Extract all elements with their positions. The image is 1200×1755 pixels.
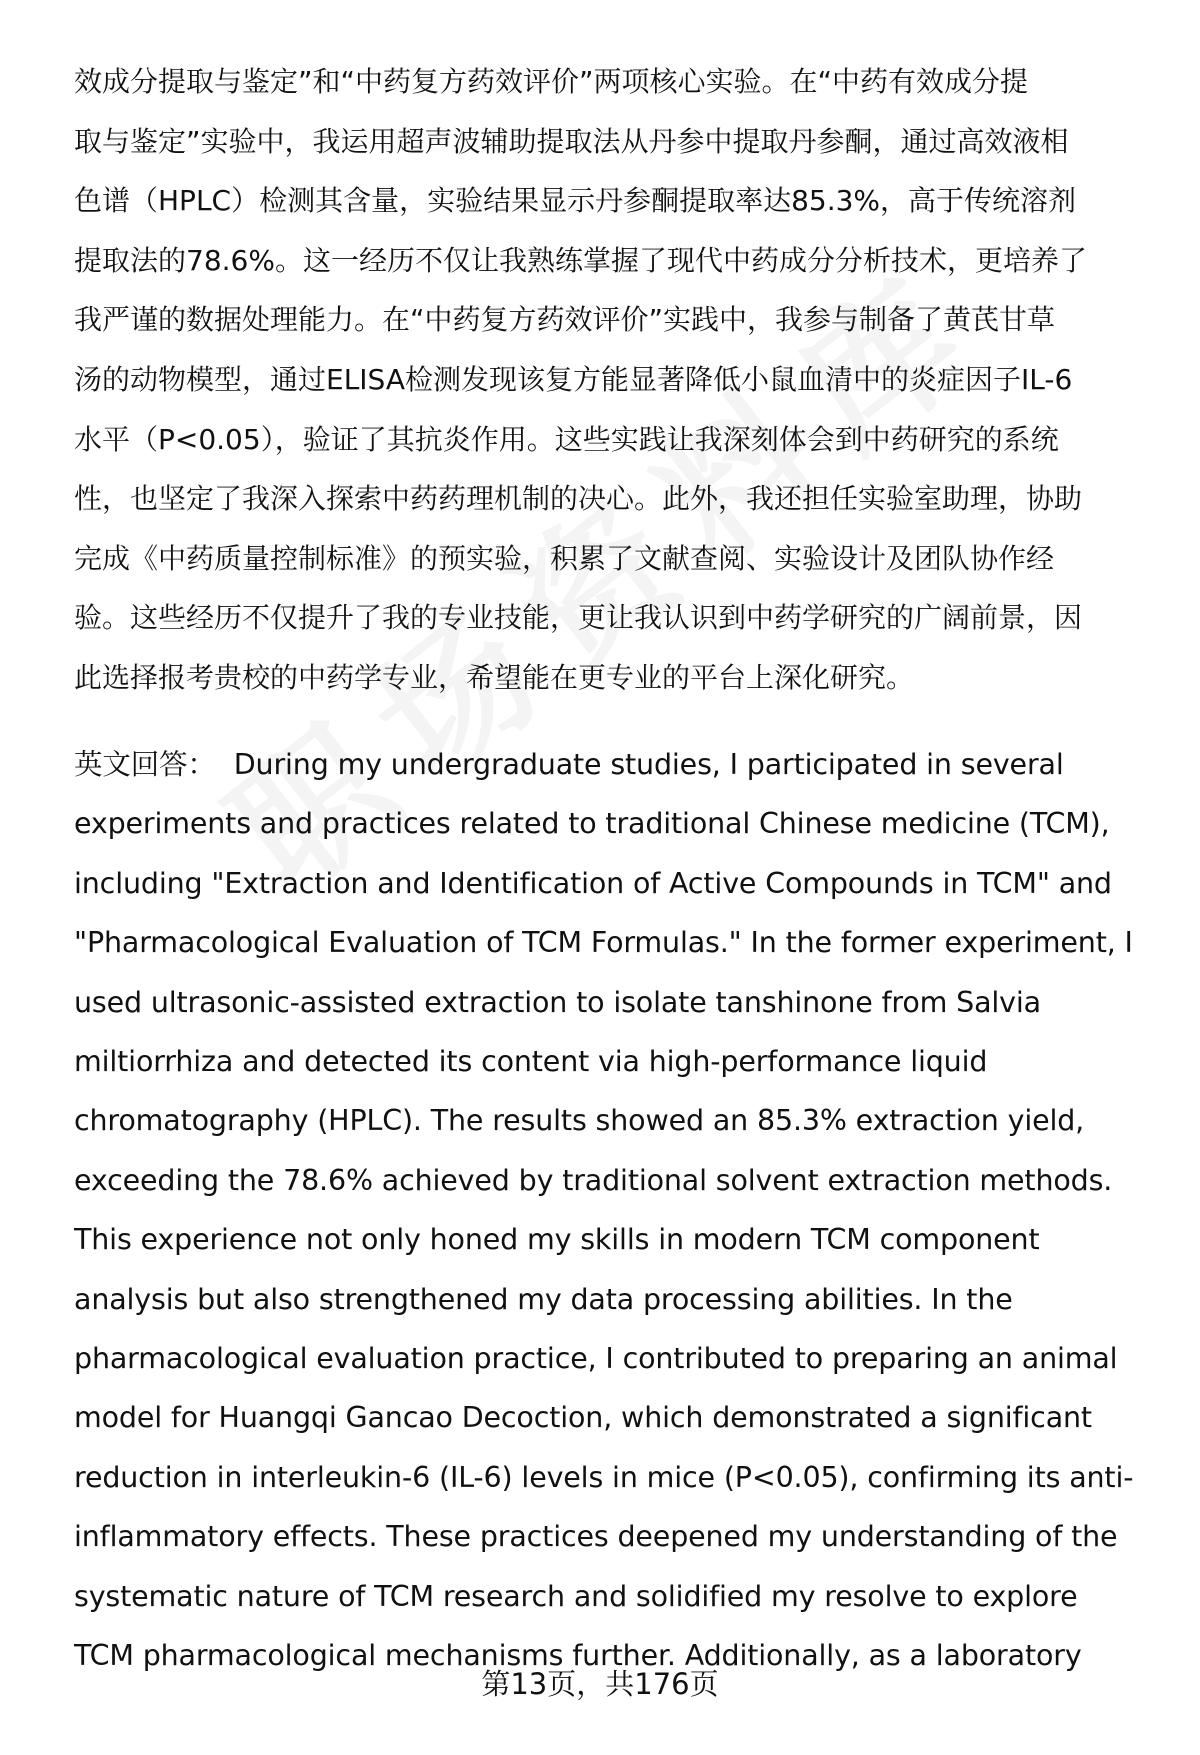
paragraph-line: 汤的动物模型，通过ELISA检测发现该复方能显著降低小鼠血清中的炎症因子IL-6 (74, 362, 1073, 396)
paragraph-line: This experience not only honed my skills in modern TCM component (74, 1223, 1040, 1257)
paragraph-line: including "Extraction and Identification of Active Compounds in TCM" and (74, 866, 1112, 900)
paragraph-line: 我严谨的数据处理能力。在“中药复方药效评价”实践中，我参与制备了黄芪甘草 (74, 303, 1056, 337)
page-number-footer: 第13页，共176页 (481, 1667, 719, 1701)
paragraph-line: 此选择报考贵校的中药学专业，希望能在更专业的平台上深化研究。 (74, 660, 915, 694)
paragraph-line-text: During my undergraduate studies, I participated in several (233, 748, 1064, 781)
paragraph-line: used ultrasonic-assisted extraction to isolate tanshinone from Salvia (74, 985, 1041, 1019)
paragraph-line: 性，也坚定了我深入探索中药药理机制的决心。此外，我还担任实验室助理，协助 (74, 482, 1083, 516)
paragraph-line: 完成《中药质量控制标准》的预实验，积累了文献查阅、实验设计及团队协作经 (74, 541, 1055, 575)
paragraph-first-line (74, 735, 1144, 794)
paragraph-line: 色谱（HPLC）检测其含量，实验结果显示丹参酮提取率达85.3%，高于传统溶剂 (74, 184, 1077, 218)
paragraph-line: 水平（P<0.05），验证了其抗炎作用。这些实践让我深刻体会到中药研究的系统 (74, 422, 1059, 456)
paragraph-line: 验。这些经历不仅提升了我的专业技能，更让我认识到中药学研究的广阔前景，因 (74, 601, 1083, 635)
english-answer-paragraph (74, 735, 1144, 1686)
english-answer-label: 英文回答： (74, 748, 216, 781)
paragraph-line: 取与鉴定”实验中，我运用超声波辅助提取法从丹参中提取丹参酮，通过高效液相 (74, 124, 1069, 158)
paragraph-line: reduction in interleukin-6 (IL-6) levels in mice (P<0.05), confirming its anti- (74, 1460, 1134, 1494)
paragraph-line: TCM pharmacological mechanisms further. Additionally, as a laboratory (74, 1639, 1082, 1673)
paragraph-line: "Pharmacological Evaluation of TCM Formulas." In the former experiment, I (74, 926, 1133, 960)
paragraph-line: 提取法的78.6%。这一经历不仅让我熟练掌握了现代中药成分分析技术，更培养了 (74, 243, 1087, 277)
paragraph-line: chromatography (HPLC). The results showed an 85.3% extraction yield, (74, 1104, 1085, 1138)
paragraph-line: miltiorrhiza and detected its content via high-performance liquid (74, 1045, 988, 1079)
paragraph-line: experiments and practices related to traditional Chinese medicine (TCM), (74, 807, 1110, 841)
paragraph-line: pharmacological evaluation practice, I contributed to preparing an animal (74, 1342, 1118, 1376)
chinese-answer-paragraph (74, 52, 1144, 708)
paragraph-line: exceeding the 78.6% achieved by traditional solvent extraction methods. (74, 1163, 1113, 1197)
paragraph-line: analysis but also strengthened my data processing abilities. In the (74, 1282, 1013, 1316)
paragraph-line: inflammatory effects. These practices deepened my understanding of the (74, 1520, 1118, 1554)
paragraph-line: model for Huangqi Gancao Decoction, which demonstrated a significant (74, 1401, 1092, 1435)
paragraph-line: 效成分提取与鉴定”和“中药复方药效评价”两项核心实验。在“中药有效成分提 (74, 65, 1029, 98)
paragraph-line: systematic nature of TCM research and solidified my resolve to explore (74, 1579, 1078, 1613)
